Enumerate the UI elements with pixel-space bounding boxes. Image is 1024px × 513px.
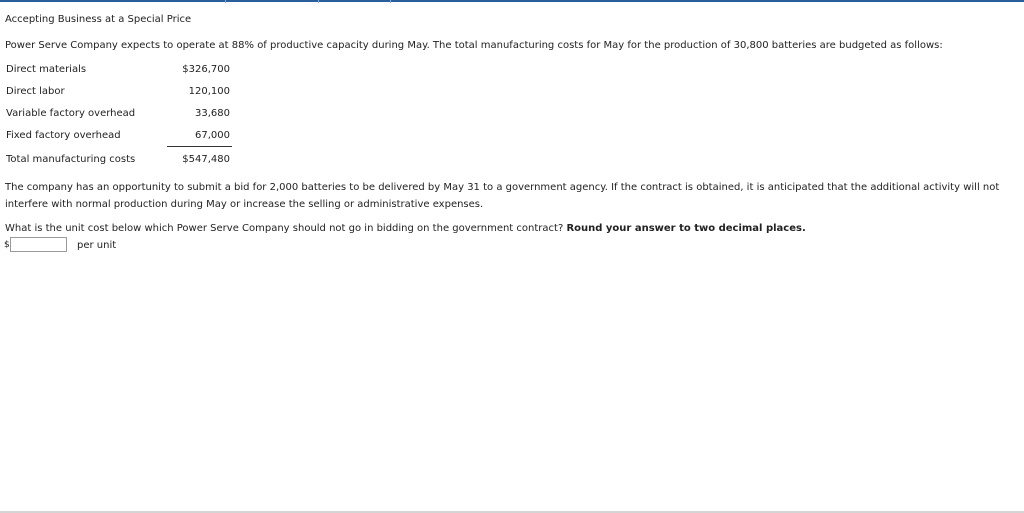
top-border-bar bbox=[0, 0, 1024, 2]
cost-label: Direct materials bbox=[6, 64, 87, 75]
cost-value: 33,680 bbox=[195, 108, 230, 119]
cost-table bbox=[0, 59, 240, 171]
question-text bbox=[5, 222, 806, 235]
question-prompt: What is the unit cost below which Power Serve Company should not go in bidding on the government contract? bbox=[5, 223, 564, 234]
contract-paragraph: The company has an opportunity to submit a bid for 2,000 batteries to be delivered by May 31 to a government agency. If the contract is obtained, it is anticipated that the additional activity will not interfere with normal production during May or increase the selling or administrative expenses. bbox=[5, 182, 1000, 210]
currency-symbol: $ bbox=[4, 240, 10, 250]
cost-row-direct-materials bbox=[0, 59, 240, 81]
cost-value: 67,000 bbox=[195, 130, 230, 141]
total-value: $547,480 bbox=[182, 154, 230, 165]
cost-row-total bbox=[0, 147, 240, 171]
cost-value: 120,100 bbox=[188, 86, 230, 97]
cost-row-fixed-overhead bbox=[0, 125, 240, 147]
total-label: Total manufacturing costs bbox=[6, 154, 136, 165]
top-bar-tick bbox=[318, 0, 319, 3]
cost-value: $326,700 bbox=[182, 64, 230, 75]
unit-cost-input[interactable] bbox=[10, 237, 67, 252]
top-bar-tick bbox=[390, 0, 391, 3]
cost-label: Variable factory overhead bbox=[6, 108, 136, 119]
cost-label: Fixed factory overhead bbox=[6, 130, 121, 141]
problem-intro: Power Serve Company expects to operate at 88% of productive capacity during May. The total manufacturing costs for May for the production of 30,800 batteries are budgeted as follows: bbox=[5, 40, 943, 51]
problem-title: Accepting Business at a Special Price bbox=[5, 14, 192, 25]
cost-label: Direct labor bbox=[6, 86, 65, 97]
cost-row-variable-overhead bbox=[0, 103, 240, 125]
question-emphasis: Round your answer to two decimal places. bbox=[566, 223, 806, 234]
cost-row-direct-labor bbox=[0, 81, 240, 103]
unit-label: per unit bbox=[77, 240, 117, 251]
top-bar-tick bbox=[225, 0, 226, 3]
